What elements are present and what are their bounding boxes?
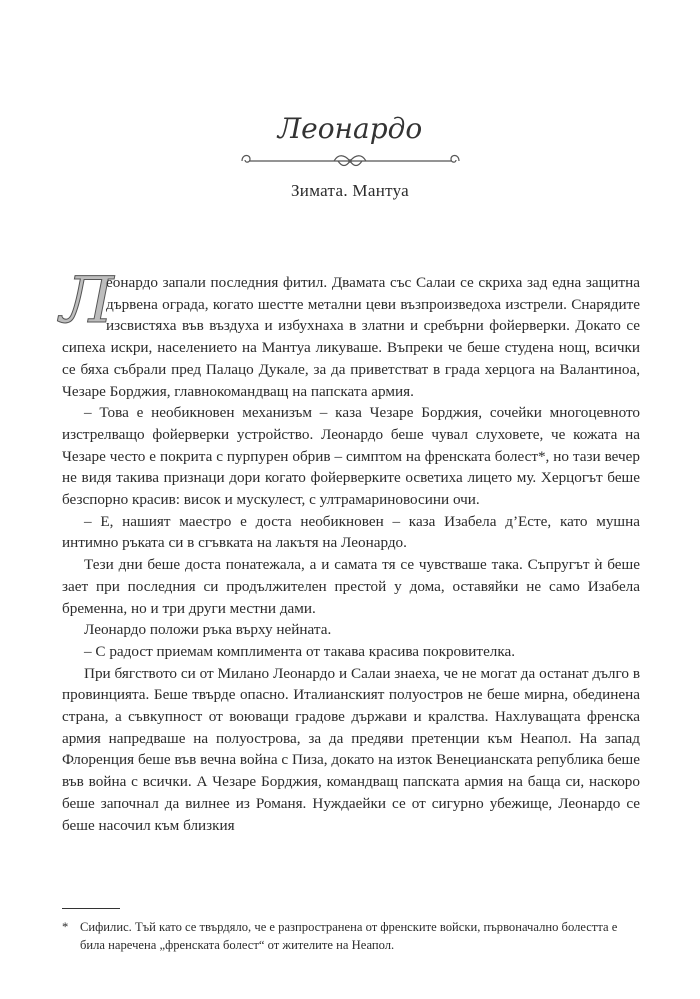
footnote-text: Сифилис. Тъй като се твърдяло, че е разпространена от френските войски, първоначално болестта е била наречена „френската болест“ от жителите на Неапол. bbox=[80, 920, 618, 952]
body-text bbox=[60, 264, 640, 836]
paragraph: При бягството си от Милано Леонардо и Салаи знаеха, че не могат да останат дълго в провинцията. Беше твърде опасно. Италианският полуостров не беше мирна, обединена страна, а съвкупност от воюващи градове държави и кралства. Нахлуващата френска армия напредваше на полуострова, за да предяви претенции към Неапол. На запад Флоренция беше във вечна война с Пиза, докато на изток Венецианската република беше във война с всички. А Чезаре Борджия, командващ папската армия на баща си, наскоро беше започнал да вилнее из Романя. Нуждаейки се от сигурно убежище, Леонардо се беше насочил към близкия bbox=[62, 664, 640, 834]
chapter-title: Леонардо bbox=[277, 112, 423, 145]
footnote bbox=[62, 919, 640, 954]
title-ornament bbox=[238, 150, 463, 172]
paragraph: – Това е необикновен механизъм – каза Чезаре Борджия, сочейки многоцевното изстрелващо фойерверки устройство. Леонардо беше чувал слуховете, че кожата на Чезаре често е покрита с пурпурен обрив – симптом на френската болест*, но тази вечер не видя такива признаци дори когато фойерверките осветиха лицето му. Херцогът беше безспорно красив: висок и мускулест, с ултрамариновосини очи. bbox=[62, 404, 640, 509]
paragraph: – С радост приемам комплимента от такава красива покровителка. bbox=[84, 642, 516, 660]
paragraph: – Е, нашият маестро е доста необикновен – каза Изабела д’Есте, като мушна интимно ръката си в сгъвката на лакътя на Леонардо. bbox=[62, 512, 640, 552]
chapter-subtitle: Зимата. Мантуа bbox=[290, 181, 410, 200]
footnote-mark: * bbox=[62, 920, 69, 934]
footnote-divider bbox=[62, 908, 120, 909]
first-paragraph-text: еонардо запали последния фитил. Двамата със Салаи се скриха зад една защитна дървена ограда, когато шестте метални цеви възпроизведоха изстрели. Снарядите изсвистяха във въздуха и избухнаха в златни и сребърни фойерверки. Докато се сипеха искри, населението на Мантуа ликуваше. Въпреки че беше студена нощ, всички се бяха събрали пред Палацо Дукале, за да приветстват в града херцога на Валантиноа, Чезаре Борджия, главнокомандващ на папската армия. bbox=[62, 274, 640, 400]
drop-cap: Л bbox=[60, 264, 114, 338]
paragraph: Леонардо положи ръка върху нейната. bbox=[84, 621, 332, 639]
first-paragraph bbox=[60, 264, 640, 402]
paragraph: Тези дни беше доста понатежала, а и самата тя се чувстваше така. Съпругът ѝ беше зает при последния си продължителен престой у дома, оставяйки не само Изабела бременна, но и три други местни дами. bbox=[62, 556, 640, 617]
